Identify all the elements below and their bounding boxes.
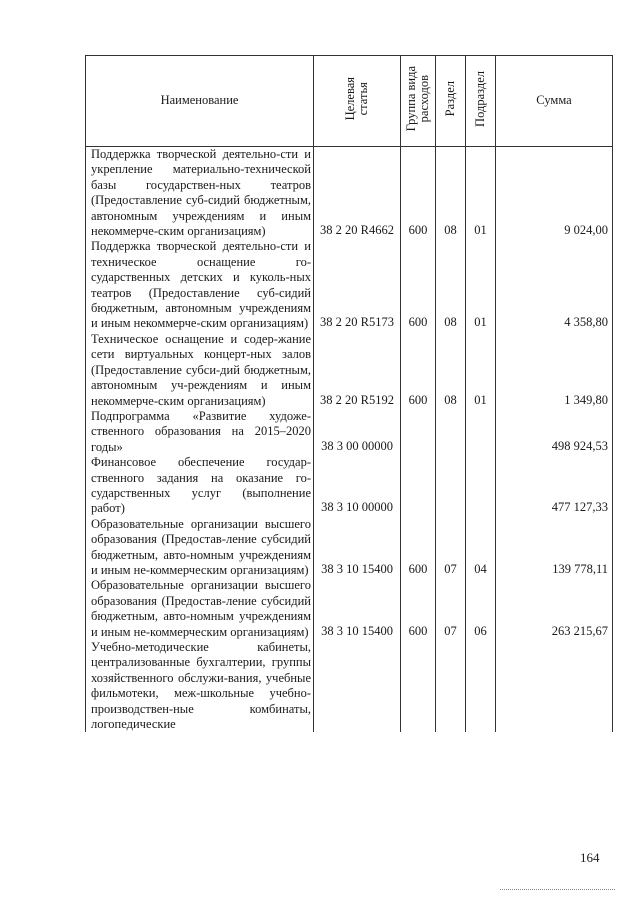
row-sum: 477 127,33 [496,455,613,517]
row-name: Поддержка творческой деятельно-сти и укрепление материально-технической базы государствен-ных театров (Предоставление суб-сидий бюджетным, автономным учреждениям и иным некоммерче-ским организациям) [86,147,314,240]
row-name: Образовательные организации высшего образования (Предостав-ление субсидий бюджетным, авто-номным учреждениям и иным не-коммерческим организациям) [86,517,314,579]
row-name: Поддержка творческой деятельно-сти и техническое оснащение го-сударственных детских и куколь-ных театров (Предоставление суб-сидий бюджетным, автономным учреждениям и иным некоммерче-ским организациям) [86,239,314,331]
table-row [86,409,613,455]
row-subsection: 01 [466,147,496,240]
row-sum: 139 778,11 [496,517,613,579]
row-sum: 263 215,67 [496,578,613,640]
row-expense-group [401,409,436,455]
header-sum: Сумма [496,56,613,147]
row-target-article: 38 3 10 00000 [314,455,401,517]
header-name: Наименование [86,56,314,147]
row-target-article: 38 3 10 15400 [314,517,401,579]
row-section [436,640,466,732]
row-subsection [466,409,496,455]
row-section: 08 [436,332,466,409]
table-row [86,640,613,732]
row-target-article: 38 3 00 00000 [314,409,401,455]
row-subsection: 01 [466,332,496,409]
row-expense-group: 600 [401,578,436,640]
row-subsection [466,455,496,517]
row-expense-group: 600 [401,517,436,579]
row-section [436,409,466,455]
row-name: Подпрограмма «Развитие художе-ственного образования на 2015–2020 годы» [86,409,314,455]
row-name: Техническое оснащение и содер-жание сети виртуальных концерт-ных залов (Предоставление субси-дий бюджетным, автономным уч-реждениям и иным некоммерче-ским организациям) [86,332,314,409]
table-row [86,578,613,640]
row-expense-group: 600 [401,332,436,409]
row-section: 07 [436,578,466,640]
row-sum: 4 358,80 [496,239,613,331]
row-subsection: 04 [466,517,496,579]
row-subsection: 06 [466,578,496,640]
header-subsection: Подраздел [466,56,496,147]
page-number: 164 [580,850,600,865]
row-expense-group [401,640,436,732]
row-sum: 9 024,00 [496,147,613,240]
row-target-article: 38 3 10 15400 [314,578,401,640]
row-subsection [466,640,496,732]
row-name: Образовательные организации высшего образования (Предостав-ление субсидий бюджетным, авто-номным учреждениям и иным не-коммерческим организациям) [86,578,314,640]
table-row [86,332,613,409]
row-section: 08 [436,239,466,331]
row-name: Финансовое обеспечение государ-ственного задания на оказание го-сударственных услуг (выполнение работ) [86,455,314,517]
row-sum: 498 924,53 [496,409,613,455]
table-header-row [86,56,613,147]
row-target-article [314,640,401,732]
header-section: Раздел [436,56,466,147]
row-section [436,455,466,517]
budget-table [85,55,613,732]
row-name: Учебно-методические кабинеты, централизованные бухгалтерии, группы хозяйственного обслужи-вания, учебные фильмотеки, меж-школьные учебно-производствен-ные комбинаты, логопедические [86,640,314,732]
table-row [86,455,613,517]
row-target-article: 38 2 20 R5192 [314,332,401,409]
row-target-article: 38 2 20 R4662 [314,147,401,240]
row-expense-group: 600 [401,147,436,240]
header-target-article: Целевая статья [314,56,401,147]
header-expense-group: Группа вида расходов [401,56,436,147]
row-sum [496,640,613,732]
row-section: 08 [436,147,466,240]
row-target-article: 38 2 20 R5173 [314,239,401,331]
row-subsection: 01 [466,239,496,331]
row-section: 07 [436,517,466,579]
divider [500,889,615,890]
row-expense-group: 600 [401,239,436,331]
table-row [86,517,613,579]
table-row [86,147,613,240]
row-sum: 1 349,80 [496,332,613,409]
table-row [86,239,613,331]
row-expense-group [401,455,436,517]
